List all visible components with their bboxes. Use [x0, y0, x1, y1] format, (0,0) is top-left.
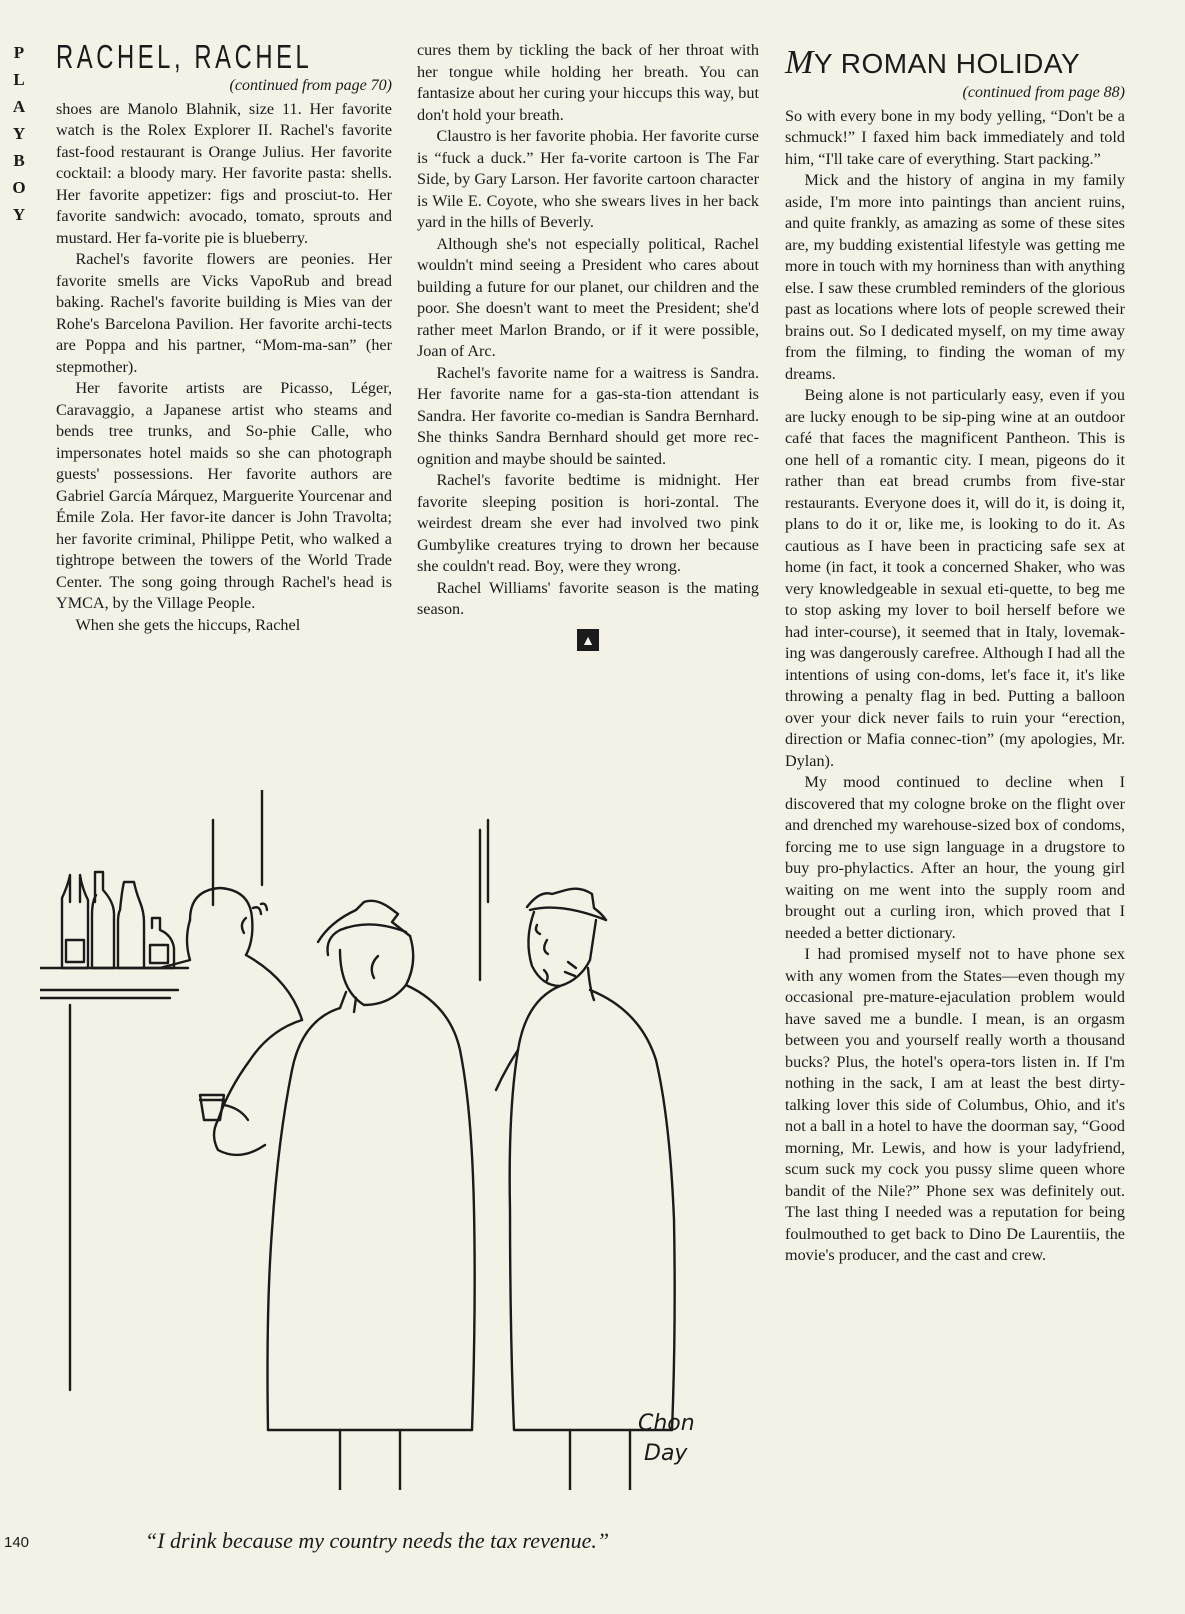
article1-paragraph: Although she's not especially political, Rachel wouldn't mind seeing a President who cares about building a future for our planet, our children and the poor. She doesn't want to meet the President; she'd rather meet Marlon Brando, or if it were possible, Joan of Arc. — [417, 234, 759, 360]
article2-paragraph: My mood continued to decline when I discovered that my cologne broke on the flight over and drenched my warehouse-sized box of condoms, forcing me to use sign language in a drugstore to buy pro-phylactics. After an hour, the young girl waiting on me went into the supply room and brought out a curling iron, which proved that I needed a better dictionary. — [785, 773, 1125, 942]
cartoonist-signature-line2: Day — [644, 1441, 688, 1466]
article2-title-rest: Y ROMAN HOLIDAY — [813, 48, 1081, 79]
article1-paragraph: Rachel's favorite bedtime is midnight. Her favorite sleeping position is hori-zontal. The weirdest dream she ever had involved two pink Gumbylike creatures trying to drown her because she couldn't read. Boy, were they wrong. — [417, 471, 759, 575]
vertical-title-letter: L — [13, 70, 29, 89]
article1-column-middle — [417, 40, 759, 651]
article1-paragraph: Rachel Williams' favorite season is the mating season. — [417, 578, 759, 618]
article2-paragraph: Mick and the history of angina in my family aside, I'm more into paintings than ancient ruins, and quite frankly, as amazing as some of these sites are, my budding existential lifestyle was getting me more in touch with my horniness than with anything else. I saw these crumbled reminders of the glorious past as locations where lots of people screwed their brains out. So I dedicated myself, on my time away from the filming, to finding the woman of my dreams. — [785, 171, 1125, 383]
article1-paragraph: Her favorite artists are Picasso, Léger, Caravaggio, a Japanese artist who steams and bends tree trunks, and So-phie Calle, who impersonates hotel maids so she can photograph guests' possessions. Her favorite authors are Gabriel García Márquez, Marguerite Yourcenar and Émile Zola. Her favor-ite dancer is John Travolta; her favorite criminal, Philippe Petit, who walked a tightrope between the towers of the World Trade Center. The song going through Rachel's head is YMCA, by the Village People. — [56, 379, 392, 612]
article1-title: RACHEL, RACHEL — [56, 38, 313, 75]
vertical-title-letter: Y — [12, 124, 30, 143]
vertical-title-letter: B — [13, 151, 29, 170]
article1-paragraph: When she gets the hiccups, Rachel — [75, 615, 301, 634]
article1-paragraph: cures them by tickling the back of her throat with her tongue while holding her breath. You can fantasize about her curing your hiccups this way, but don't hold your breath. — [417, 41, 759, 124]
magazine-vertical-title — [10, 44, 32, 233]
article2-paragraph: So with every bone in my body yelling, “Don't be a schmuck!” I faxed him back immediately and told him, “I'll take care of everything. Start packing.” — [785, 106, 1125, 168]
vertical-title-letter: O — [12, 178, 30, 197]
article2-paragraph: Being alone is not particularly easy, even if you are lucky enough to be sip-ping wine at an outdoor café that faces the magnificent Pantheon. This is one hell of a romantic city. I mean, pigeons do it rather than eat bread crumbs from five-star restaurants. Everyone does it, will do it, is doing it, plans to do it or, like me, is looking to do it. As cautious as I have been in practicing safe sex at home (in fact, it took a concerned Shaker, who was very knowledgeable in sexual eti-quette, to beg me to stop asking my lover to boil herself before we had inter-course), it seemed that in Italy, lovemak-ing was dangerously carefree. Although I had all the intentions of using con-doms, let's face it, it's like throwing a penalty flag in bed. Putting a balloon over your dick never fails to ruin your “erection, direction or Mafia connec-tion” (my apologies, Mr. Dylan). — [785, 386, 1125, 770]
article2-title — [785, 46, 1125, 80]
article2-column-right — [785, 46, 1125, 1267]
end-mark-rabbit-icon: ▲ — [577, 629, 599, 651]
article1-paragraph: Rachel's favorite flowers are peonies. Her favorite smells are Vicks VapoRub and bread baking. Rachel's favorite building is Mies van der Rohe's Barcelona Pavilion. Her favorite archi-tects are Poppa and his partner, “Mom-ma-san” (her stepmother). — [56, 250, 392, 376]
article1-paragraph: shoes are Manolo Blahnik, size 11. Her favorite watch is the Rolex Explorer II. Rachel's favorite fast-food restaurant is Orange Julius. Her favorite cocktail: a bloody mary. Her favorite pasta: shells. Her favorite appetizer: figs and prosciut-to. Her favorite sandwich: avocado, tomato, sprouts and mustard. Her fa-vorite pie is blueberry. — [56, 99, 392, 247]
article1-column-left — [56, 40, 392, 636]
cartoonist-signature-line1: Chon — [638, 1411, 695, 1436]
article2-paragraph: I had promised myself not to have phone sex with any women from the States—even though my occasional pre-mature-ejaculation problem would have saved me a bundle. I mean, is an orgasm between you and yourself really worth a thousand bucks? Plus, the hotel's opera-tors listen in. If I'm nothing in the sack, I am at least the best dirty-talking lover this side of Columbus, Ohio, and it's not a ball in a hotel to have the doorman say, “Good morning, Mr. Lewis, and how is your ladyfriend, scum suck my cock you pussy slime queen whore bandit of the Nile?” Phone sex was definitely out. The last thing I needed was a reputation for being foulmouthed to get back to Dino De Laurentiis, the movie's producer, and the cast and crew. — [785, 945, 1125, 1264]
page-number: 140 — [4, 1534, 30, 1551]
article2-continued-note: (continued from page 88) — [962, 84, 1125, 101]
vertical-title-letter: A — [12, 97, 30, 116]
vertical-title-letter: Y — [12, 205, 30, 224]
vertical-title-letter: P — [13, 43, 29, 62]
article1-paragraph: Claustro is her favorite phobia. Her favorite curse is “fuck a duck.” Her fa-vorite cartoon is The Far Side, by Gary Larson. Her favorite cartoon character is Wile E. Coyote, who she swears lives in her back yard in the hills of Beverly. — [417, 127, 759, 231]
article1-paragraph: Rachel's favorite name for a waitress is Sandra. Her favorite name for a gas-sta-tion attendant is Sandra. Her favorite co-median is Sandra Bernhard. She thinks Sandra Bernhard should get more rec-ognition and maybe should be sainted. — [417, 363, 759, 468]
article1-continued-note: (continued from page 70) — [229, 77, 392, 94]
cartoon-caption: “I drink because my country needs the tax revenue.” — [145, 1528, 610, 1553]
bar-cartoon-illustration — [40, 790, 760, 1490]
article2-title-initial: M — [785, 44, 814, 81]
